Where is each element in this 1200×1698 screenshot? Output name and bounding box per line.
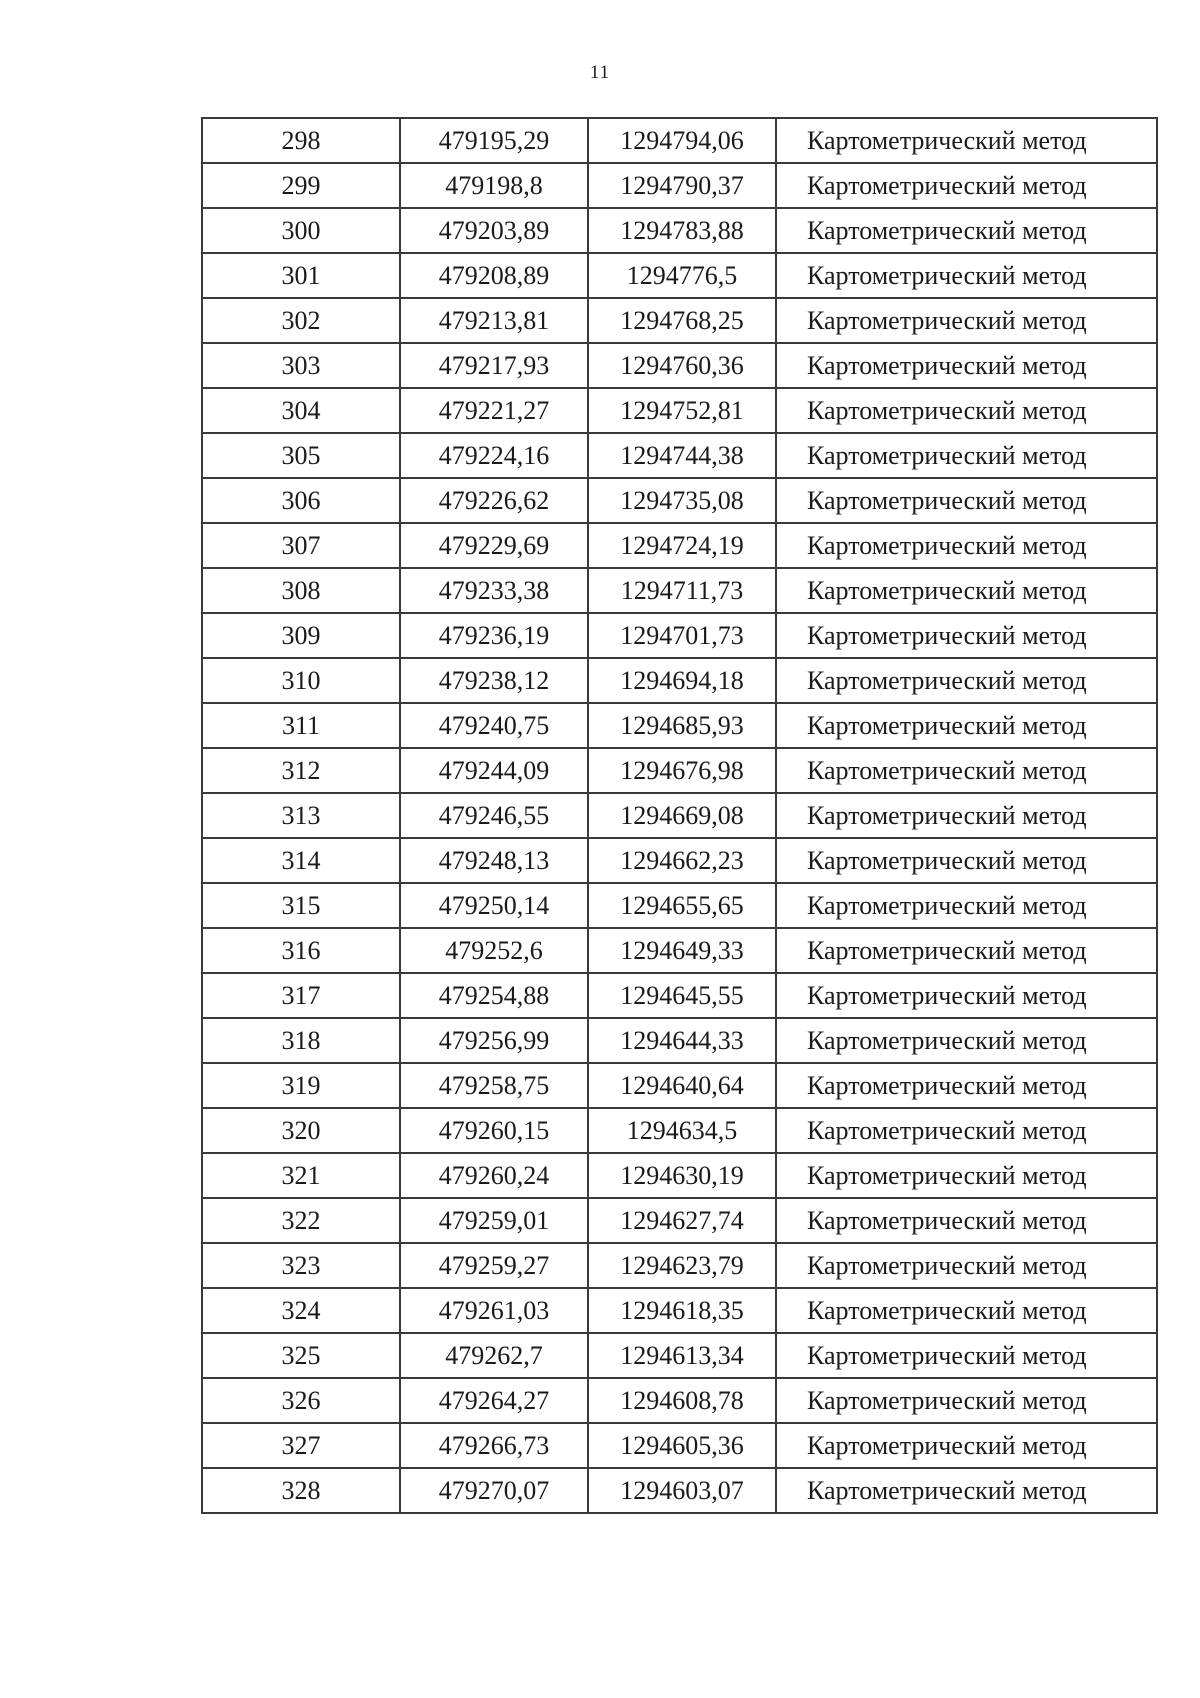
table-row [202, 523, 1157, 568]
y-coordinate-cell: 1294623,79 [588, 1243, 776, 1288]
table-row [202, 838, 1157, 883]
point-number-cell: 326 [202, 1378, 400, 1423]
x-coordinate-cell: 479259,27 [400, 1243, 588, 1288]
method-cell: Картометрический метод [776, 568, 1157, 613]
method-cell: Картометрический метод [776, 1468, 1157, 1513]
point-number-cell: 301 [202, 253, 400, 298]
point-number-cell: 306 [202, 478, 400, 523]
y-coordinate-cell: 1294645,55 [588, 973, 776, 1018]
table-row [202, 298, 1157, 343]
point-number-cell: 310 [202, 658, 400, 703]
method-cell: Картометрический метод [776, 1018, 1157, 1063]
y-coordinate-cell: 1294603,07 [588, 1468, 776, 1513]
table-row [202, 433, 1157, 478]
table-row [202, 1288, 1157, 1333]
page-number: 11 [589, 62, 611, 83]
point-number-cell: 323 [202, 1243, 400, 1288]
coordinates-table [201, 117, 1158, 1514]
x-coordinate-cell: 479221,27 [400, 388, 588, 433]
point-number-cell: 299 [202, 163, 400, 208]
x-coordinate-cell: 479213,81 [400, 298, 588, 343]
table-row [202, 1378, 1157, 1423]
y-coordinate-cell: 1294608,78 [588, 1378, 776, 1423]
y-coordinate-cell: 1294627,74 [588, 1198, 776, 1243]
table-row [202, 748, 1157, 793]
point-number-cell: 321 [202, 1153, 400, 1198]
x-coordinate-cell: 479252,6 [400, 928, 588, 973]
y-coordinate-cell: 1294724,19 [588, 523, 776, 568]
method-cell: Картометрический метод [776, 1108, 1157, 1153]
x-coordinate-cell: 479217,93 [400, 343, 588, 388]
point-number-cell: 322 [202, 1198, 400, 1243]
x-coordinate-cell: 479224,16 [400, 433, 588, 478]
method-cell: Картометрический метод [776, 793, 1157, 838]
point-number-cell: 315 [202, 883, 400, 928]
table-row [202, 613, 1157, 658]
x-coordinate-cell: 479208,89 [400, 253, 588, 298]
point-number-cell: 324 [202, 1288, 400, 1333]
method-cell: Картометрический метод [776, 1378, 1157, 1423]
y-coordinate-cell: 1294618,35 [588, 1288, 776, 1333]
x-coordinate-cell: 479266,73 [400, 1423, 588, 1468]
y-coordinate-cell: 1294783,88 [588, 208, 776, 253]
method-cell: Картометрический метод [776, 343, 1157, 388]
method-cell: Картометрический метод [776, 523, 1157, 568]
y-coordinate-cell: 1294790,37 [588, 163, 776, 208]
y-coordinate-cell: 1294711,73 [588, 568, 776, 613]
point-number-cell: 307 [202, 523, 400, 568]
y-coordinate-cell: 1294768,25 [588, 298, 776, 343]
table-row [202, 208, 1157, 253]
y-coordinate-cell: 1294694,18 [588, 658, 776, 703]
method-cell: Картометрический метод [776, 1153, 1157, 1198]
method-cell: Картометрический метод [776, 613, 1157, 658]
x-coordinate-cell: 479254,88 [400, 973, 588, 1018]
y-coordinate-cell: 1294776,5 [588, 253, 776, 298]
x-coordinate-cell: 479262,7 [400, 1333, 588, 1378]
point-number-cell: 314 [202, 838, 400, 883]
x-coordinate-cell: 479264,27 [400, 1378, 588, 1423]
x-coordinate-cell: 479250,14 [400, 883, 588, 928]
x-coordinate-cell: 479259,01 [400, 1198, 588, 1243]
point-number-cell: 304 [202, 388, 400, 433]
method-cell: Картометрический метод [776, 478, 1157, 523]
x-coordinate-cell: 479246,55 [400, 793, 588, 838]
method-cell: Картометрический метод [776, 1243, 1157, 1288]
x-coordinate-cell: 479248,13 [400, 838, 588, 883]
table-row [202, 1243, 1157, 1288]
y-coordinate-cell: 1294760,36 [588, 343, 776, 388]
coordinates-table-body [202, 118, 1157, 1513]
table-row [202, 793, 1157, 838]
method-cell: Картометрический метод [776, 658, 1157, 703]
x-coordinate-cell: 479260,24 [400, 1153, 588, 1198]
method-cell: Картометрический метод [776, 433, 1157, 478]
table-row [202, 703, 1157, 748]
method-cell: Картометрический метод [776, 1423, 1157, 1468]
x-coordinate-cell: 479229,69 [400, 523, 588, 568]
y-coordinate-cell: 1294669,08 [588, 793, 776, 838]
y-coordinate-cell: 1294752,81 [588, 388, 776, 433]
point-number-cell: 320 [202, 1108, 400, 1153]
table-row [202, 1468, 1157, 1513]
method-cell: Картометрический метод [776, 253, 1157, 298]
y-coordinate-cell: 1294605,36 [588, 1423, 776, 1468]
table-row [202, 1108, 1157, 1153]
x-coordinate-cell: 479240,75 [400, 703, 588, 748]
x-coordinate-cell: 479270,07 [400, 1468, 588, 1513]
table-row [202, 343, 1157, 388]
point-number-cell: 327 [202, 1423, 400, 1468]
method-cell: Картометрический метод [776, 883, 1157, 928]
table-row [202, 388, 1157, 433]
method-cell: Картометрический метод [776, 118, 1157, 163]
point-number-cell: 325 [202, 1333, 400, 1378]
y-coordinate-cell: 1294649,33 [588, 928, 776, 973]
x-coordinate-cell: 479236,19 [400, 613, 588, 658]
table-row [202, 1423, 1157, 1468]
table-row [202, 883, 1157, 928]
point-number-cell: 328 [202, 1468, 400, 1513]
table-row [202, 118, 1157, 163]
method-cell: Картометрический метод [776, 838, 1157, 883]
point-number-cell: 302 [202, 298, 400, 343]
point-number-cell: 313 [202, 793, 400, 838]
y-coordinate-cell: 1294794,06 [588, 118, 776, 163]
point-number-cell: 316 [202, 928, 400, 973]
x-coordinate-cell: 479203,89 [400, 208, 588, 253]
point-number-cell: 318 [202, 1018, 400, 1063]
point-number-cell: 319 [202, 1063, 400, 1108]
x-coordinate-cell: 479233,38 [400, 568, 588, 613]
point-number-cell: 317 [202, 973, 400, 1018]
method-cell: Картометрический метод [776, 163, 1157, 208]
table-row [202, 1063, 1157, 1108]
method-cell: Картометрический метод [776, 973, 1157, 1018]
table-row [202, 928, 1157, 973]
method-cell: Картометрический метод [776, 1198, 1157, 1243]
method-cell: Картометрический метод [776, 748, 1157, 793]
y-coordinate-cell: 1294634,5 [588, 1108, 776, 1153]
y-coordinate-cell: 1294630,19 [588, 1153, 776, 1198]
method-cell: Картометрический метод [776, 928, 1157, 973]
y-coordinate-cell: 1294744,38 [588, 433, 776, 478]
table-row [202, 478, 1157, 523]
table-row [202, 253, 1157, 298]
table-row [202, 658, 1157, 703]
table-row [202, 1198, 1157, 1243]
point-number-cell: 305 [202, 433, 400, 478]
method-cell: Картометрический метод [776, 298, 1157, 343]
y-coordinate-cell: 1294613,34 [588, 1333, 776, 1378]
x-coordinate-cell: 479244,09 [400, 748, 588, 793]
x-coordinate-cell: 479198,8 [400, 163, 588, 208]
y-coordinate-cell: 1294735,08 [588, 478, 776, 523]
point-number-cell: 300 [202, 208, 400, 253]
table-row [202, 568, 1157, 613]
table-row [202, 1018, 1157, 1063]
table-row [202, 973, 1157, 1018]
x-coordinate-cell: 479238,12 [400, 658, 588, 703]
x-coordinate-cell: 479261,03 [400, 1288, 588, 1333]
x-coordinate-cell: 479256,99 [400, 1018, 588, 1063]
point-number-cell: 308 [202, 568, 400, 613]
x-coordinate-cell: 479195,29 [400, 118, 588, 163]
x-coordinate-cell: 479258,75 [400, 1063, 588, 1108]
x-coordinate-cell: 479260,15 [400, 1108, 588, 1153]
point-number-cell: 303 [202, 343, 400, 388]
point-number-cell: 298 [202, 118, 400, 163]
method-cell: Картометрический метод [776, 388, 1157, 433]
y-coordinate-cell: 1294676,98 [588, 748, 776, 793]
method-cell: Картометрический метод [776, 1063, 1157, 1108]
y-coordinate-cell: 1294644,33 [588, 1018, 776, 1063]
y-coordinate-cell: 1294640,64 [588, 1063, 776, 1108]
table-row [202, 1333, 1157, 1378]
y-coordinate-cell: 1294685,93 [588, 703, 776, 748]
point-number-cell: 312 [202, 748, 400, 793]
point-number-cell: 311 [202, 703, 400, 748]
method-cell: Картометрический метод [776, 208, 1157, 253]
y-coordinate-cell: 1294701,73 [588, 613, 776, 658]
y-coordinate-cell: 1294655,65 [588, 883, 776, 928]
method-cell: Картометрический метод [776, 703, 1157, 748]
point-number-cell: 309 [202, 613, 400, 658]
x-coordinate-cell: 479226,62 [400, 478, 588, 523]
method-cell: Картометрический метод [776, 1333, 1157, 1378]
table-row [202, 1153, 1157, 1198]
y-coordinate-cell: 1294662,23 [588, 838, 776, 883]
method-cell: Картометрический метод [776, 1288, 1157, 1333]
table-row [202, 163, 1157, 208]
